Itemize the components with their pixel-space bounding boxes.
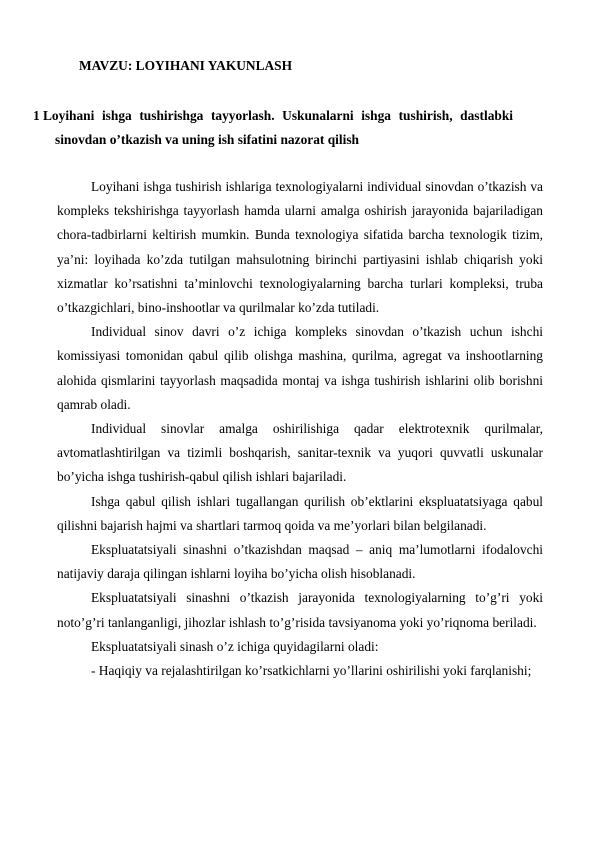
paragraph-operational-test-includes: Ekspluatatsiyali sinash o’z ichiga quyidagilarni oladi: [91, 638, 379, 654]
paragraph-operational-test-goal: Ekspluatatsiyali sinashni o’tkazishdan maqsad – aniq ma’lumotlarni ifodalovchi natijaviy daraja qilingan ishlarni loyiha bo’yicha olish hisoblanadi. [57, 542, 543, 582]
paragraph-individual-tests: Individual sinovlar amalga oshirilishiga qadar elektrotexnik qurilmalar, avtomatlashtirilgan va tizimli boshqarish, sanitar-texnik va yuqori quvvatli uskunalar bo’yicha ishga tushirish-qabul qilish ishlari bajariladi. [57, 421, 543, 485]
body-text [57, 175, 543, 683]
paragraph-intro: Loyihani ishga tushirish ishlariga texnologiyalarni individual sinovdan o’tkazish va kompleks tekshirishga tayyorlash hamda ularni amalga oshirish jarayonida bajariladigan chora-tadbirlarni keltirish mumkin. Bunda texnologiya sifatida barcha texnologik tizim, ya’ni: loyihada ko’zda tutilgan mahsulotning birinchi partiyasini ishlab chiqarish yoki xizmatlar ko’rsatishni ta’minlovchi texnologiyalarning barcha turlari kompleksi, truba o’tkazgichlari, bino-inshootlar va qurilmalar ko’zda tutiladi. [57, 179, 543, 316]
section-heading-line1 [33, 104, 513, 128]
paragraph-individual-test-period: Individual sinov davri o’z ichiga kompleks sinovdan o’tkazish uchun ishchi komissiyasi tomonidan qabul qilib olishga mashina, qurilma, agregat va inshootlarning alohida qismlarini tayyorlash maqsadida montaj va ishga tushirish ishlarini olib borishni qamrab oladi. [57, 324, 543, 412]
section-heading-line2: sinovdan o’tkazish va uning ish sifatini nazorat qilish [55, 132, 359, 147]
list-item: - Haqiqiy va rejalashtirilgan ko’rsatkichlarni yo’llarini oshirilishi yoki farqlanishi; [91, 663, 532, 679]
section-heading [33, 104, 513, 152]
page-title: MAVZU: LOYIHANI YAKUNLASH [79, 58, 293, 73]
section-number: 1 [33, 108, 40, 123]
section-heading-text: Loyihani ishga tushirishga tayyorlash. Uskunalarni ishga tushirish, dastlabki [43, 108, 513, 123]
paragraph-operational-test-process: Ekspluatatsiyali sinashni o’tkazish jarayonida texnologiyalarning to’g’ri yoki noto’g’ri tanlanganligi, jihozlar ishlash to’g’risida tavsiyanoma yoki yo’riqnoma beriladi. [57, 590, 543, 630]
paragraph-acceptance: Ishga qabul qilish ishlari tugallangan qurilish ob’ektlarini ekspluatatsiyaga qabul qilishni bajarish hajmi va shartlari tarmoq qoida va me’yorlari bilan belgilanadi. [57, 493, 543, 533]
